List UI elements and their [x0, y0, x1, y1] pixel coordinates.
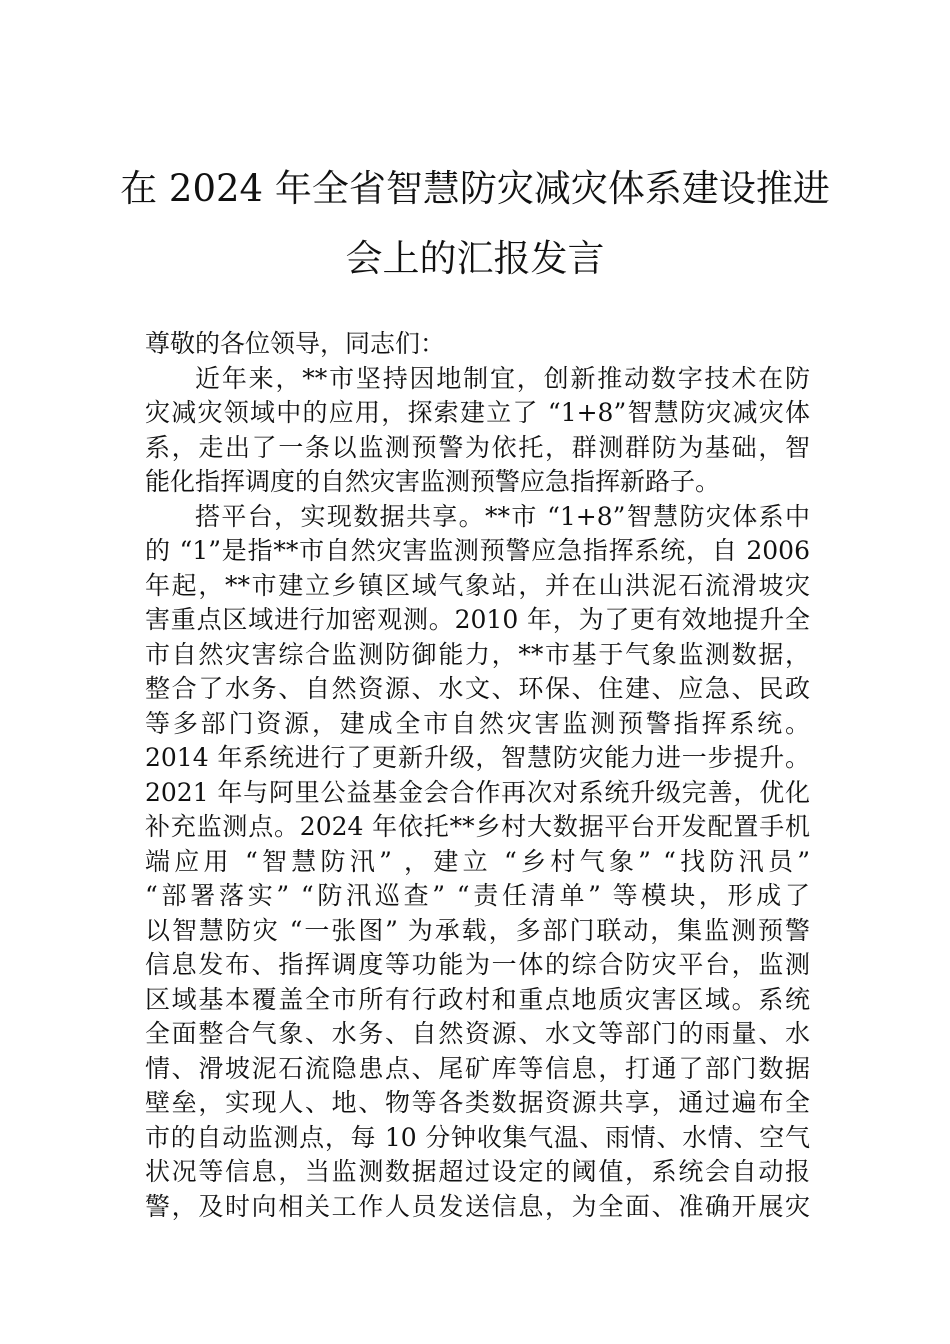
paragraph-line: “部署落实” “防汛巡查” “责任清单” 等模块，形成了	[145, 881, 810, 910]
paragraph-line: 补充监测点。2024 年依托**乡村大数据平台开发配置手机	[145, 812, 810, 841]
paragraph-line: 能化指挥调度的自然灾害监测预警应急指挥新路子。	[145, 467, 721, 496]
document-body	[145, 327, 810, 1224]
paragraph-line: 市自然灾害综合监测防御能力，**市基于气象监测数据，	[145, 639, 810, 669]
salutation: 尊敬的各位领导，同志们：	[145, 329, 446, 358]
paragraph-line: 情、滑坡泥石流隐患点、尾矿库等信息，打通了部门数据	[145, 1053, 810, 1083]
paragraph-line: 2014 年系统进行了更新升级，智慧防灾能力进一步提升。	[145, 743, 810, 772]
paragraph-line: 的 “1”是指**市自然灾害监测预警应急指挥系统，自 2006	[145, 536, 810, 565]
paragraph-line: 搭平台，实现数据共享。**市 “1+8”智慧防灾体系中	[195, 501, 810, 531]
paragraph-line: 端应用 “智慧防汛” ，建立 “乡村气象” “找防汛员”	[145, 846, 810, 876]
paragraph-line: 信息发布、指挥调度等功能为一体的综合防灾平台，监测	[145, 950, 810, 979]
paragraph-line: 壁垒，实现人、地、物等各类数据资源共享，通过遍布全	[145, 1088, 810, 1117]
paragraph-line: 2021 年与阿里公益基金会合作再次对系统升级完善，优化	[145, 777, 810, 807]
paragraph-line: 整合了水务、自然资源、水文、环保、住建、应急、民政	[145, 674, 810, 703]
paragraph-line: 市的自动监测点，每 10 分钟收集气温、雨情、水情、空气	[145, 1122, 810, 1152]
document-title-line-2: 会上的汇报发言	[345, 237, 605, 280]
paragraph-line: 警，及时向相关工作人员发送信息，为全面、准确开展灾	[145, 1191, 810, 1221]
paragraph-1	[145, 362, 810, 500]
paragraph-line: 状况等信息，当监测数据超过设定的阈值，系统会自动报	[145, 1157, 810, 1186]
paragraph-line: 系，走出了一条以监测预警为依托，群测群防为基础，智	[145, 432, 810, 462]
paragraph-line: 以智慧防灾 “一张图” 为承载，多部门联动，集监测预警	[145, 915, 810, 945]
paragraph-line: 等多部门资源，建成全市自然灾害监测预警指挥系统。	[145, 708, 810, 738]
paragraph-2	[145, 500, 810, 1225]
document-title-line-1: 在 2024 年全省智慧防灾减灾体系建设推进	[120, 167, 830, 210]
paragraph-line: 害重点区域进行加密观测。2010 年，为了更有效地提升全	[145, 605, 810, 634]
paragraph-line: 近年来，**市坚持因地制宜，创新推动数字技术在防	[195, 363, 810, 393]
paragraph-line: 区域基本覆盖全市所有行政村和重点地质灾害区域。系统	[145, 984, 810, 1014]
paragraph-line: 年起，**市建立乡镇区域气象站，并在山洪泥石流滑坡灾	[145, 570, 810, 600]
paragraph-line: 灾减灾领域中的应用，探索建立了 “1+8”智慧防灾减灾体	[145, 398, 810, 427]
paragraph-line: 全面整合气象、水务、自然资源、水文等部门的雨量、水	[145, 1019, 810, 1048]
